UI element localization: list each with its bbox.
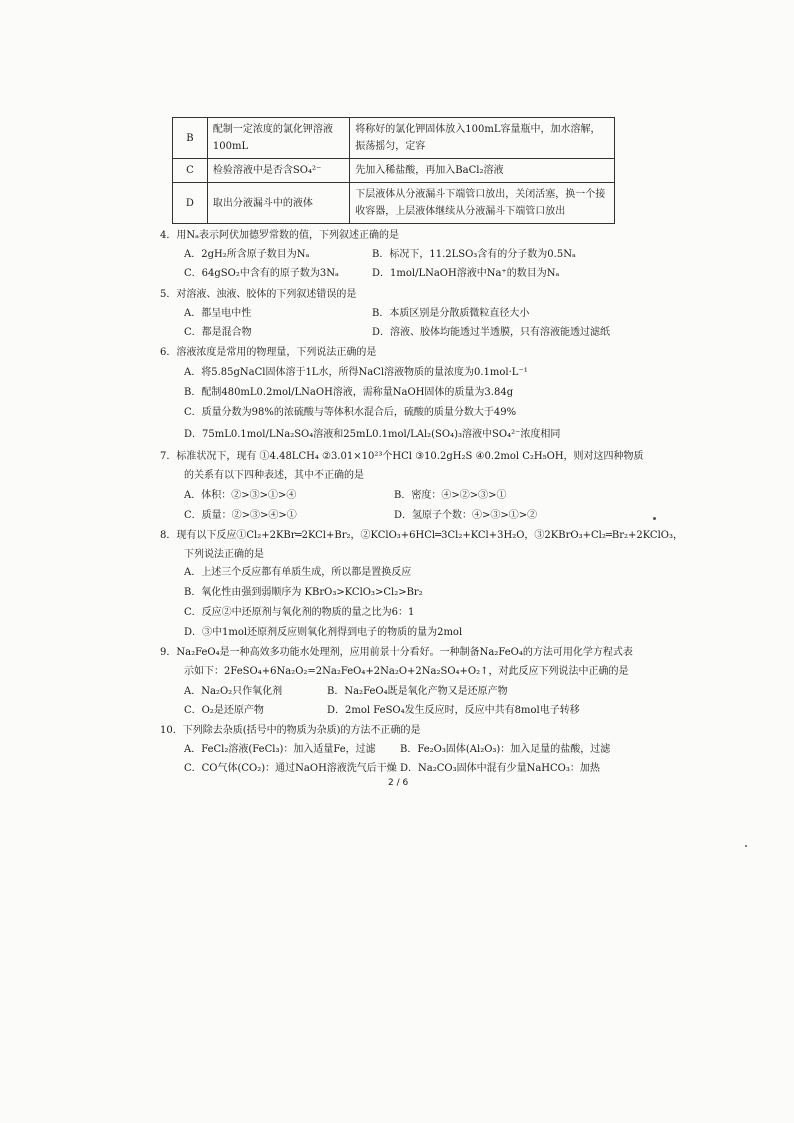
q5-option-b: B．本质区别是分散质微粒直径大小 <box>372 308 530 319</box>
row-method: 下层液体从分液漏斗下端管口放出，关闭活塞，换一个接收容器，上层液体继续从分液漏斗下端管口放出 <box>350 183 615 224</box>
q7-option-c: C．质量：②>③>④>① <box>184 510 297 521</box>
table-row <box>173 159 615 183</box>
q10-option-a: A．FeCl₂溶液(FeCl₃)：加入适量Fe，过滤 <box>184 744 376 755</box>
question-4-stem: 4．用Nₐ表示阿伏加德罗常数的值，下列叙述正确的是 <box>160 230 399 241</box>
question-10-stem: 10．下列除去杂质(括号中的物质为杂质)的方法不正确的是 <box>160 725 421 736</box>
q6-option-d: D．75mL0.1mol/LNa₂SO₄溶液和25mL0.1mol/LAl₂(SO₄)₃溶液中SO₄²⁻浓度相同 <box>184 429 561 440</box>
q10-option-b: B．Fe₂O₃固体(Al₂O₃)：加入足量的盐酸，过滤 <box>400 744 611 755</box>
row-label: B <box>173 118 208 159</box>
question-8-stem-line1: 8．现有以下反应①Cl₂+2KBr═2KCl+Br₂，②KClO₃+6HCl═3Cl₂+KCl+3H₂O，③2KBrO₃+Cl₂═Br₂+2KClO₃， <box>160 530 683 541</box>
question-7-stem-line1: 7．标准状况下，现有 ①4.48LCH₄ ②3.01×10²³个HCl ③10.2gH₂S ④0.2mol C₂H₅OH，则对这四种物质 <box>160 451 644 462</box>
question-6-stem: 6．溶液浓度是常用的物理量，下列说法正确的是 <box>160 347 377 358</box>
scan-speck <box>745 845 747 847</box>
q7-option-b: B．密度：④>②>③>① <box>394 490 507 501</box>
q7-option-a: A．体积：②>③>①>④ <box>184 490 297 501</box>
scan-speck <box>653 517 656 520</box>
q5-option-d: D．溶液、胶体均能透过半透膜，只有溶液能透过滤纸 <box>372 327 611 338</box>
q8-option-c: C．反应②中还原剂与氧化剂的物质的量之比为6：1 <box>184 607 415 618</box>
q5-option-c: C．都是混合物 <box>184 327 252 338</box>
table-row <box>173 118 615 159</box>
q9-option-c: C．O₂是还原产物 <box>184 705 264 716</box>
page-number: 2 / 6 <box>388 778 409 788</box>
q7-option-d: D．氢原子个数：④>③>①>② <box>394 510 538 521</box>
row-label: C <box>173 159 208 183</box>
q4-option-d: D．1mol/LNaOH溶液中Na⁺的数目为Nₐ <box>372 268 560 279</box>
row-method: 先加入稀盐酸，再加入BaCl₂溶液 <box>350 159 615 183</box>
question-9-stem-line1: 9．Na₂FeO₄是一种高效多功能水处理剂，应用前景十分看好。一种制备Na₂FeO₄的方法可用化学方程式表 <box>160 647 633 658</box>
question-7-stem-line2: 的关系有以下四种表述，其中不正确的是 <box>184 470 364 481</box>
q6-option-a: A．将5.85gNaCl固体溶于1L水，所得NaCl溶液物质的量浓度为0.1mol·L⁻¹ <box>184 367 528 378</box>
q4-option-b: B．标况下，11.2LSO₃含有的分子数为0.5Nₐ <box>372 249 576 260</box>
row-task: 取出分液漏斗中的液体 <box>207 183 349 224</box>
q9-option-a: A．Na₂O₂只作氧化剂 <box>184 686 283 697</box>
q8-option-a: A．上述三个反应都有单质生成，所以都是置换反应 <box>184 567 412 578</box>
experiment-table <box>172 117 615 224</box>
q10-option-d: D．Na₂CO₃固体中混有少量NaHCO₃：加热 <box>400 763 600 774</box>
q4-option-a: A．2gH₂所含原子数目为Nₐ <box>184 249 310 260</box>
q4-option-c: C．64gSO₂中含有的原子数为3Nₐ <box>184 268 339 279</box>
q9-option-b: B．Na₂FeO₄既是氧化产物又是还原产物 <box>327 686 508 697</box>
row-label: D <box>173 183 208 224</box>
q9-option-d: D．2mol FeSO₄发生反应时，反应中共有8mol电子转移 <box>327 705 580 716</box>
q10-option-c: C．CO气体(CO₂)：通过NaOH溶液洗气后干燥 <box>184 763 397 774</box>
q6-option-b: B．配制480mL0.2mol/LNaOH溶液，需称量NaOH固体的质量为3.84g <box>184 387 514 398</box>
q5-option-a: A．都呈电中性 <box>184 308 252 319</box>
row-task: 配制一定浓度的氯化钾溶液100mL <box>207 118 349 159</box>
q6-option-c: C．质量分数为98%的浓硫酸与等体积水混合后，硫酸的质量分数大于49% <box>184 407 517 418</box>
question-8-stem-line2: 下列说法正确的是 <box>184 549 264 560</box>
q8-option-d: D．③中1mol还原剂反应则氧化剂得到电子的物质的量为2mol <box>184 627 463 638</box>
question-9-stem-line2: 示如下：2FeSO₄+6Na₂O₂=2Na₂FeO₄+2Na₂O+2Na₂SO₄+O₂↑，对此反应下列说法中正确的是 <box>184 666 629 677</box>
q8-option-b: B．氧化性由强到弱顺序为 KBrO₃>KClO₃>Cl₂>Br₂ <box>184 587 423 598</box>
question-5-stem: 5．对溶液、浊液、胶体的下列叙述错误的是 <box>160 289 357 300</box>
table-row <box>173 183 615 224</box>
row-task: 检验溶液中是否含SO₄²⁻ <box>207 159 349 183</box>
row-method: 将称好的氯化钾固体放入100mL容量瓶中，加水溶解，振荡摇匀，定容 <box>350 118 615 159</box>
